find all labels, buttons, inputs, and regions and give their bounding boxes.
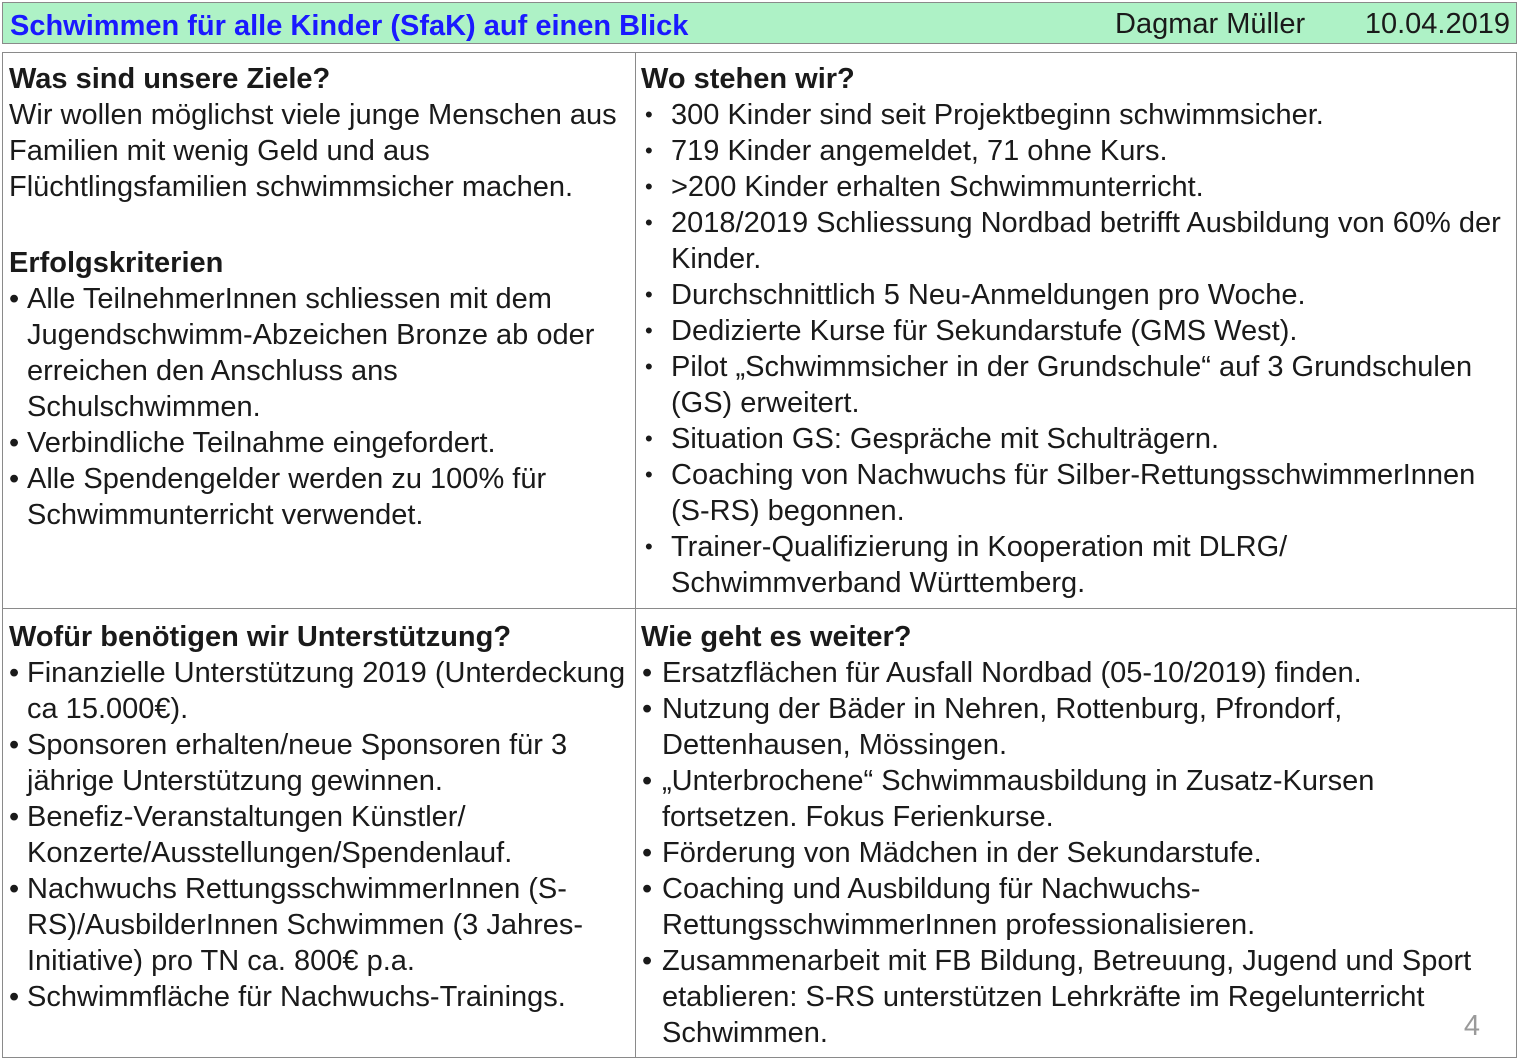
status-section [641,61,1511,601]
support-heading: Wofür benötigen wir Unterstützung? [9,621,512,653]
list-item: • Sponsoren erhalten/neue Sponsoren für 3 jährige Unterstützung gewinnen. [9,729,568,797]
list-item: • Trainer-Qualifizierung in Kooperation mit DLRG/ Schwimmverband Württemberg. [645,531,1288,599]
page-title: Schwimmen für alle Kinder (SfaK) auf einen Blick [10,10,689,42]
goals-text: Wir wollen möglichst viele junge Menschen aus Familien mit wenig Geld und aus Flüchtlingsfamilien schwimmsicher machen. [9,99,617,203]
list-item: • Benefiz-Veranstaltungen Künstler/ Konzerte/Ausstellungen/Spendenlauf. [9,801,513,869]
document-date: 10.04.2019 [1364,8,1510,40]
list-item: • Durchschnittlich 5 Neu-Anmeldungen pro Woche. [645,279,1306,311]
list-item: • Verbindliche Teilnahme eingefordert. [9,427,496,459]
support-list [9,655,631,1015]
list-item: • Dedizierte Kurse für Sekundarstufe (GMS West). [645,315,1298,347]
criteria-heading: Erfolgskriterien [9,247,224,279]
list-item: • Förderung von Mädchen in der Sekundarstufe. [642,837,1262,869]
goals-heading: Was sind unsere Ziele? [9,63,331,95]
goals-section [9,61,631,533]
header-bar [2,2,1517,44]
status-list [641,97,1511,601]
row-divider [3,608,1516,609]
support-section [9,619,631,1015]
list-item: • Ersatzflächen für Ausfall Nordbad (05-10/2019) finden. [642,657,1362,689]
list-item: • Alle Spendengelder werden zu 100% für Schwimmunterricht verwendet. [9,463,547,531]
content-grid [2,52,1517,1058]
list-item: • Finanzielle Unterstützung 2019 (Unterdeckung ca 15.000€). [9,657,626,725]
column-divider [635,53,636,1057]
next-steps-section [641,619,1511,1051]
next-steps-list [641,655,1511,1051]
list-item: • >200 Kinder erhalten Schwimmunterricht. [645,171,1204,203]
list-item: • Nutzung der Bäder in Nehren, Rottenburg, Pfrondorf, Dettenhausen, Mössingen. [642,693,1343,761]
list-item: • 719 Kinder angemeldet, 71 ohne Kurs. [645,135,1168,167]
list-item: • Pilot „Schwimmsicher in der Grundschule“ auf 3 Grundschulen (GS) erweitert. [645,351,1473,419]
list-item: • „Unterbrochene“ Schwimmausbildung in Zusatz-Kursen fortsetzen. Fokus Ferienkurse. [642,765,1375,833]
author-name: Dagmar Müller [1115,8,1306,40]
list-item: • Zusammenarbeit mit FB Bildung, Betreuung, Jugend und Sport etablieren: S-RS unterstützen Lehrkräfte im Regelunterricht Schwimmen. [642,945,1472,1049]
list-item: • Coaching und Ausbildung für Nachwuchs-RettungsschwimmerInnen professionalisieren. [642,873,1256,941]
list-item: • Nachwuchs RettungsschwimmerInnen (S-RS)/AusbilderInnen Schwimmen (3 Jahres-Initiative) pro TN ca. 800€ p.a. [9,873,584,977]
list-item: • Alle TeilnehmerInnen schliessen mit dem Jugendschwimm-Abzeichen Bronze ab oder erreichen den Anschluss ans Schulschwimmen. [9,283,595,423]
next-steps-heading: Wie geht es weiter? [641,621,912,653]
criteria-list [9,281,631,533]
list-item: • Coaching von Nachwuchs für Silber-RettungsschwimmerInnen (S-RS) begonnen. [645,459,1476,527]
status-heading: Wo stehen wir? [641,63,855,95]
page-number: 4 [1463,1010,1480,1042]
list-item: • Situation GS: Gespräche mit Schulträgern. [645,423,1220,455]
list-item: • 2018/2019 Schliessung Nordbad betrifft Ausbildung von 60% der Kinder. [645,207,1501,275]
list-item: • 300 Kinder sind seit Projektbeginn schwimmsicher. [645,99,1324,131]
list-item: • Schwimmfläche für Nachwuchs-Trainings. [9,981,566,1013]
